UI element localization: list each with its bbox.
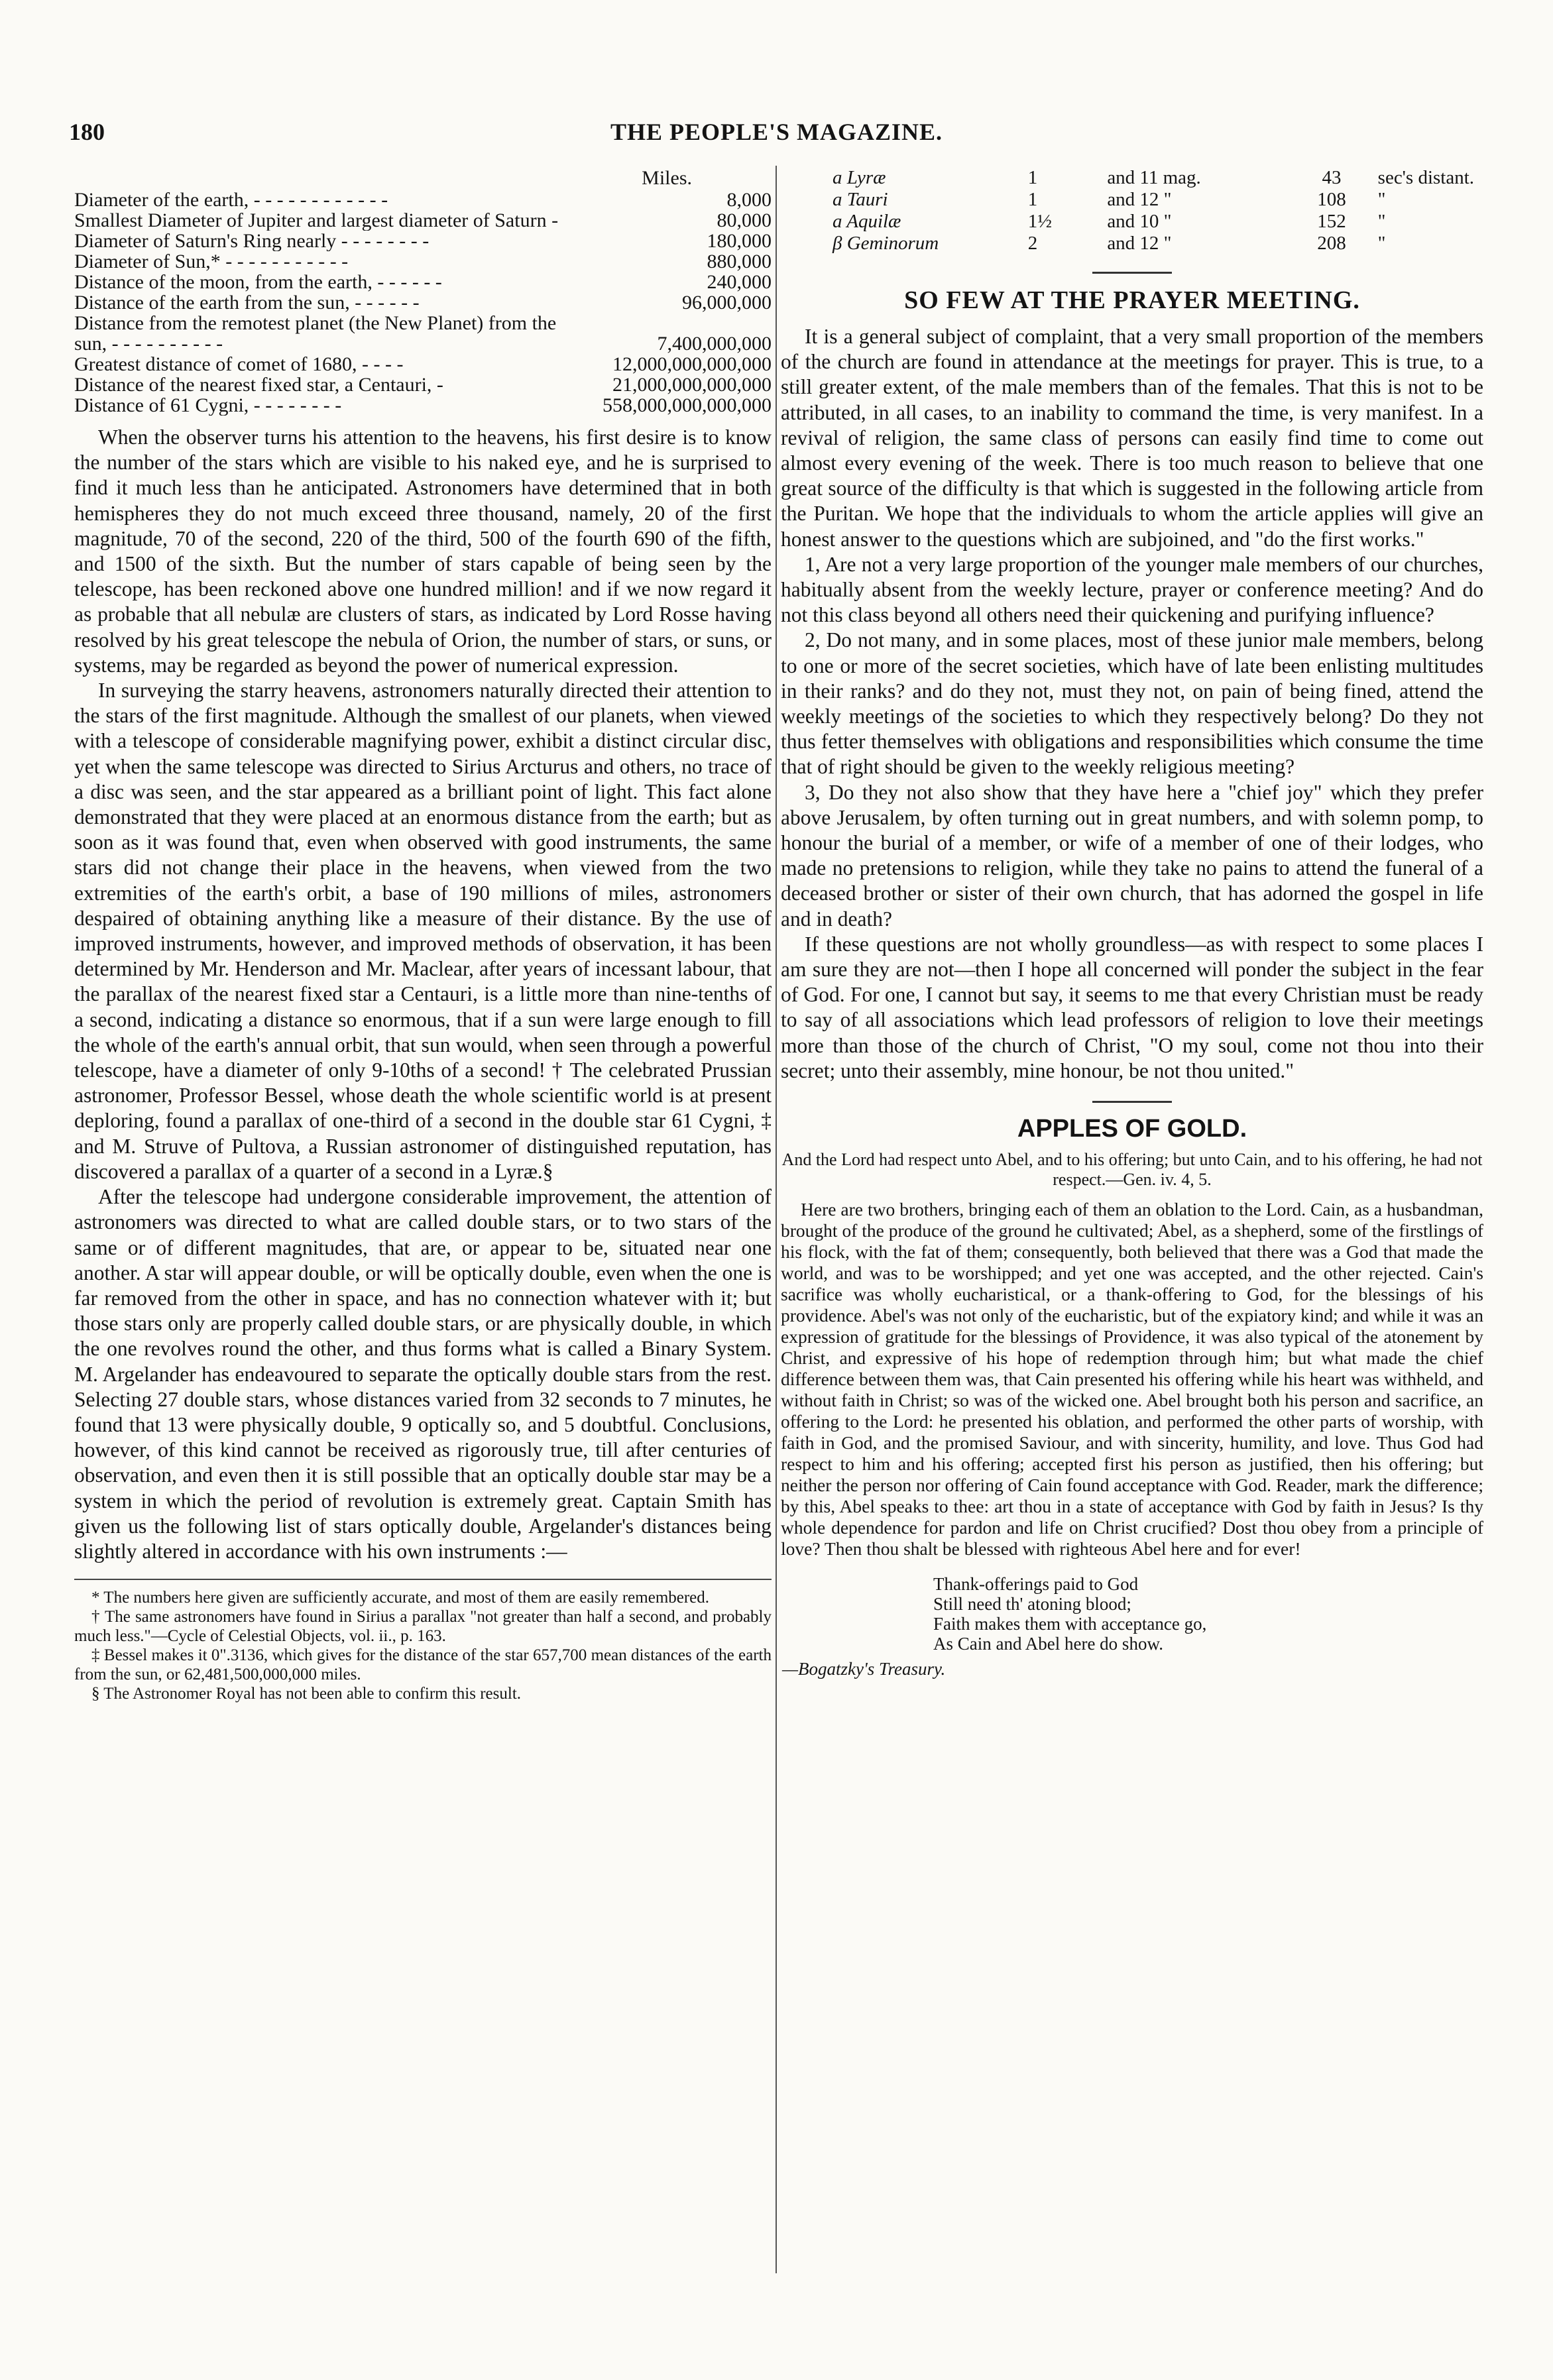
footnote: § The Astronomer Royal has not been able to confirm this result. xyxy=(91,1685,522,1703)
companion-magnitude: and 11 mag. xyxy=(1107,167,1201,188)
article-paragraph: If these questions are not wholly groundless—as with respect to some places I am sure they are not—then I hope all concerned will ponder the subject in the fear of God. For one, I cannot but say, it seems to me that every Christian must be ready to say of all associations which lead professors of religion to love their meetings more than those of the church of Christ, "O my soul, come not thou into their secret; unto their assembly, mine honour, be not thou united." xyxy=(781,932,1483,1082)
table-row xyxy=(74,272,772,292)
row-label: Distance of the earth from the sun, - - - - - - xyxy=(74,292,420,313)
row-value: 8,000 xyxy=(726,189,772,211)
poem-line: As Cain and Abel here do show. xyxy=(933,1634,1163,1654)
table-row xyxy=(781,211,1483,233)
row-label: Greatest distance of comet of 1680, - - - - xyxy=(74,354,404,374)
article-paragraph: Here are two brothers, bringing each of them an oblation to the Lord. Cain, as a husbandman, brought of the produce of the ground he cultivated; Abel, as a shepherd, some of the firstlings of his flock, with the fat of them; consequently, both believed that there was a God that made the world, and was to be worshipped; and yet one was accepted, and the other rejected. Cain's sacrifice was wholly eucharistical, or a thank-offering to God, for the blessings of his providence. Abel's was not only of the eucharistic, but of the expiatory kind; and while it was an expression of gratitude for the blessings of Providence, it was also typical of the atonement by Christ, and expressive of his hope of redemption through him; but what made the chief difference between them was, that Cain presented his offering while his heart was withheld, and without faith in Christ; so was of the wicked one. Abel brought both his person and sacrifice, an offering to the Lord: he presented his oblation, and performed the other parts of worship, with faith in God, and the promised Saviour, and with sincerity, humility, and love. Thus God had respect to him and his offering; accepted first his person as justified, then his offering; but neither the person nor offering of Cain found acceptance with God. Reader, mark the difference; by this, Abel speaks to thee: art thou in a state of acceptance with God by faith in Jesus? Is thy whole dependence for pardon and life on Christ crucified? Dost thou obey from a principle of love? Then thou shalt be blessed with righteous Abel here and for ever! xyxy=(781,1199,1483,1559)
row-value: 21,000,000,000,000 xyxy=(612,374,772,396)
table-row xyxy=(74,395,772,416)
table-row xyxy=(781,189,1483,211)
footnote: * The numbers here given are sufficiently accurate, and most of them are easily remembered. xyxy=(91,1589,710,1607)
footnote-divider xyxy=(74,1579,772,1580)
star-name: β Geminorum xyxy=(833,233,939,254)
article-paragraph: 1, Are not a very large proportion of the younger male members of our churches, habitually absent from the weekly lecture, prayer or conference meeting? And do not this class beyond all others need their quickening and purifying influence? xyxy=(781,552,1483,627)
row-label: Diameter of Saturn's Ring nearly - - - - - - - - xyxy=(74,231,430,251)
distance-unit: " xyxy=(1377,233,1386,254)
right-column xyxy=(781,167,1483,1679)
row-value: 240,000 xyxy=(707,271,772,293)
prayer-meeting-title: SO FEW AT THE PRAYER MEETING. xyxy=(904,286,1360,314)
star-name: a Lyræ xyxy=(833,167,886,188)
poem-line: Thank-offerings paid to God xyxy=(933,1574,1139,1595)
table-row xyxy=(74,292,772,313)
distance-table xyxy=(74,167,772,416)
row-value: 558,000,000,000,000 xyxy=(603,394,772,416)
poem-line: Faith makes them with acceptance go, xyxy=(933,1614,1207,1634)
table-row xyxy=(74,190,772,210)
table-row xyxy=(74,210,772,231)
running-title: THE PEOPLE'S MAGAZINE. xyxy=(610,119,943,145)
companion-magnitude: and 12 " xyxy=(1107,233,1172,254)
epigraph: And the Lord had respect unto Abel, and to his offering; but unto Cain, and to his offering, he had not respect.—Gen. iv. 4, 5. xyxy=(781,1150,1483,1190)
article-paragraph: When the observer turns his attention to the heavens, his first desire is to know the number of the stars which are visible to his naked eye, and he is surprised to find it much less than he anticipated. Astronomers have determined that in both hemispheres they do not much exceed three thousand, namely, 20 of the first magnitude, 70 of the second, 220 of the third, 500 of the fourth 690 of the fifth, and 1500 of the sixth. But the number of stars capable of being seen by the telescope, has been reckoned above one hundred million! and if we now regard it as probable that all nebulæ are clusters of stars, as indicated by Lord Rosse having resolved by his great telescope the nebula of Orion, the number of stars, or suns, or systems, may be regarded as beyond the power of numerical expression. xyxy=(74,425,772,677)
left-column xyxy=(74,167,772,1703)
distance-seconds: 208 xyxy=(1317,233,1346,254)
distance-seconds: 43 xyxy=(1322,167,1342,188)
section-divider xyxy=(1092,272,1172,274)
footnote: ‡ Bessel makes it 0".3136, which gives for the distance of the star 657,700 mean distances of the earth from the sun, or 62,481,500,000,000 miles. xyxy=(74,1646,772,1684)
row-value: 96,000,000 xyxy=(682,292,772,313)
companion-magnitude: and 12 " xyxy=(1107,189,1172,210)
poem-source: —Bogatzky's Treasury. xyxy=(782,1659,946,1679)
row-value: 7,400,000,000 xyxy=(657,333,772,355)
row-label: Distance from the remotest planet (the New Planet) from the sun, - - - - - - - - - - xyxy=(74,313,557,354)
star-name: a Aquilæ xyxy=(833,211,901,232)
miles-column-header: Miles. xyxy=(642,167,692,189)
companion-magnitude: and 10 " xyxy=(1107,211,1172,232)
table-row xyxy=(74,374,772,395)
row-label: Smallest Diameter of Jupiter and largest diameter of Saturn - xyxy=(74,210,559,231)
footnote: † The same astronomers have found in Sirius a parallax "not greater than half a second, and probably much less."—Cycle of Celestial Objects, vol. ii., p. 163. xyxy=(74,1608,772,1646)
magnitude: 1 xyxy=(1027,167,1038,188)
apples-of-gold-title: APPLES OF GOLD. xyxy=(1017,1115,1247,1143)
article-paragraph: It is a general subject of complaint, that a very small proportion of the members of the church are found in attendance at the meetings for prayer. This is true, to a still greater extent, of the male members than of the females. That this is not to be attributed, in all cases, to an inability to command the time, is very manifest. In a revival of religion, the same class of persons can easily find time to come out almost every evening of the week. There is too much reason to believe that one great source of the difficulty is that which is suggested in the following article from the Puritan. We hope that the individuals to whom the article applies will give an honest answer to the questions which are subjoined, and "do the first works." xyxy=(781,325,1483,551)
table-row xyxy=(781,167,1483,189)
magnitude: 1 xyxy=(1027,189,1038,210)
table-row xyxy=(74,313,772,354)
row-value: 880,000 xyxy=(707,251,772,272)
distance-unit: sec's distant. xyxy=(1377,167,1475,188)
column-divider xyxy=(776,166,777,2273)
magnitude: 1½ xyxy=(1027,211,1053,232)
distance-unit: " xyxy=(1377,189,1386,210)
table-row xyxy=(74,251,772,272)
row-label: Distance of the moon, from the earth, - - - - - - xyxy=(74,272,442,292)
poem-line: Still need th' atoning blood; xyxy=(933,1594,1131,1615)
row-value: 12,000,000,000,000 xyxy=(612,353,772,375)
distance-seconds: 152 xyxy=(1317,211,1346,232)
row-value: 80,000 xyxy=(717,209,772,231)
table-row xyxy=(74,231,772,251)
row-label: Diameter of Sun,* - - - - - - - - - - - xyxy=(74,251,349,272)
page-number: 180 xyxy=(69,119,105,145)
distance-unit: " xyxy=(1377,211,1386,232)
article-paragraph: 2, Do not many, and in some places, most of these junior male members, belong to one or more of the secret societies, which have of late been enlisting multitudes in their ranks? and do they not, must they not, on pain of being fined, attend the weekly meetings of the societies to which they respectively belong? Do they not thus fetter themselves with obligations and responsibilities which consume the time that of right should be given to the weekly religious meeting? xyxy=(781,628,1483,779)
article-paragraph: In surveying the starry heavens, astronomers naturally directed their attention to the stars of the first magnitude. Although the smallest of our planets, when viewed with a telescope of considerable magnifying power, exhibit a distinct circular disc, yet when the same telescope was directed to Sirius Arcturus and others, no trace of a disc was seen, and the star appeared as a brilliant point of light. This fact alone demonstrated that they were placed at an enormous distance from the earth; but as soon as it was found that, even when observed with good instruments, the same stars did not change their place in the heavens, when viewed from the two extremities of the earth's orbit, a base of 190 millions of miles, astronomers despaired of obtaining anything like a measure of their distance. By the use of improved instruments, however, and improved methods of observation, it has been determined by Mr. Henderson and Mr. Maclear, after years of incessant labour, that the parallax of the nearest fixed star a Centauri, is a little more than nine-tenths of a second, indicating a distance so enormous, that if a sun were large enough to fill the whole of the earth's annual orbit, that sun would, when seen through a powerful telescope, have a diameter of only 9-10ths of a second! † The celebrated Prussian astronomer, Professor Bessel, whose death the whole scientific world is at present deploring, found a parallax of one-third of a second in the double star 61 Cygni, ‡ and M. Struve of Pultova, a Russian astronomer of distinguished reputation, has discovered a parallax of a quarter of a second in a Lyræ.§ xyxy=(74,679,772,1183)
row-value: 180,000 xyxy=(707,230,772,252)
table-row xyxy=(74,354,772,374)
section-divider xyxy=(1092,1101,1172,1103)
article-paragraph: 3, Do they not also show that they have here a "chief joy" which they prefer above Jerusalem, by often turning out in great numbers, and with solemn pomp, to honour the burial of a member, or wife of a member of one of their lodges, who made no pretensions to religion, while they take no pains to attend the funeral of a deceased brother or sister of their own church, that has adorned the gospel in life and in death? xyxy=(781,780,1483,931)
row-label: Diameter of the earth, - - - - - - - - - - - - xyxy=(74,190,388,210)
star-name: a Tauri xyxy=(833,189,888,210)
row-label: Distance of 61 Cygni, - - - - - - - - xyxy=(74,395,342,416)
table-row xyxy=(781,233,1483,255)
distance-seconds: 108 xyxy=(1317,189,1346,210)
article-paragraph: After the telescope had undergone considerable improvement, the attention of astronomers was directed to what are called double stars, or to two stars of the same or of different magnitudes, that are, or appear to be, situated near one another. A star will appear double, or will be optically double, even when the one is far removed from the other in space, and has no connection whatever with it; but those stars only are properly called double stars, or are physically double, in which the one revolves round the other, and thus forms what is called a Binary System. M. Argelander has endeavoured to separate the optically double stars from the rest. Selecting 27 double stars, whose distances varied from 32 seconds to 7 minutes, he found that 13 were physically double, 9 optically so, and 5 doubtful. Conclusions, however, of this kind cannot be received as rigorously true, till after centuries of observation, and even then it is still possible that an optically double star may be a system in which the period of revolution is extremely great. Captain Smith has given us the following list of stars optically double, Argelander's distances being slightly altered in accordance with his own instruments :— xyxy=(74,1185,772,1563)
row-label: Distance of the nearest fixed star, a Centauri, - xyxy=(74,374,443,395)
magnitude: 2 xyxy=(1027,233,1038,254)
poem xyxy=(933,1574,1483,1654)
double-star-table xyxy=(781,167,1483,255)
